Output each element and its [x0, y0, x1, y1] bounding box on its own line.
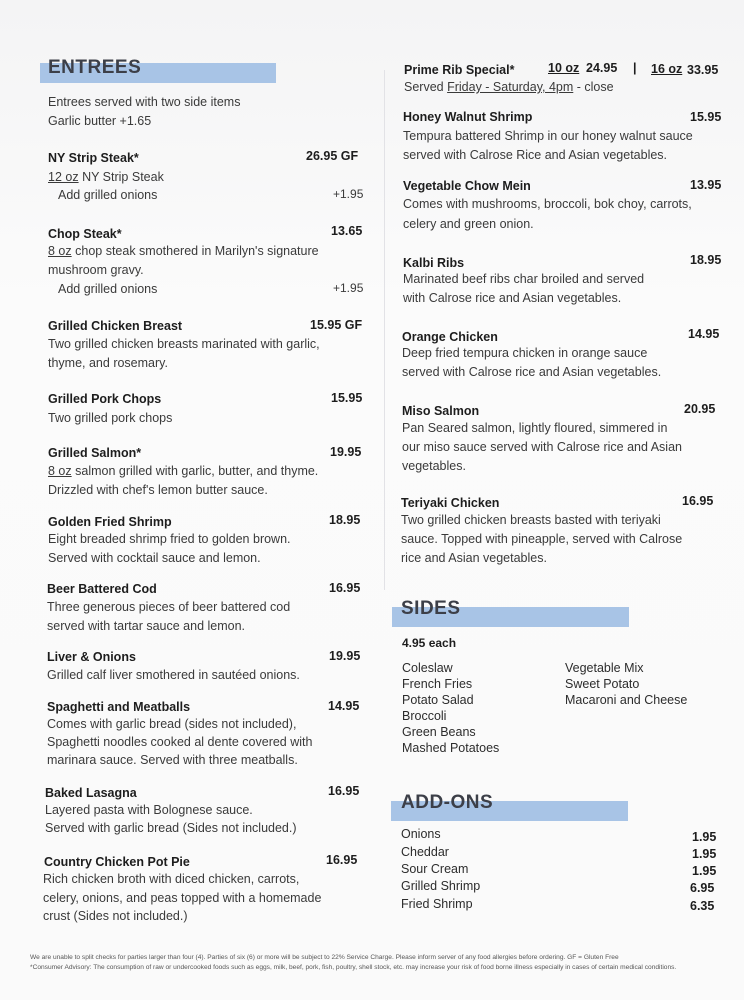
item-price: 13.95: [690, 178, 722, 192]
item-desc: Deep fried tempura chicken in orange sauce: [402, 346, 648, 360]
item-price: 18.95: [329, 513, 361, 527]
addon-price: 1.95: [692, 847, 717, 861]
item-desc: Rich chicken broth with diced chicken, carrots,: [43, 872, 300, 886]
item-name: Orange Chicken: [402, 330, 498, 344]
item-desc: Layered pasta with Bolognese sauce.: [45, 803, 253, 817]
side-item: Mashed Potatoes: [402, 741, 500, 755]
item-desc-2: mushroom gravy.: [48, 263, 144, 277]
addon-name: Sour Cream: [401, 862, 469, 876]
item-name: Grilled Salmon*: [48, 446, 142, 460]
item-price: 20.95: [684, 402, 716, 416]
item-name: Grilled Chicken Breast: [48, 319, 183, 333]
prime-rib-size-2: 16 oz: [651, 62, 683, 76]
item-name: Teriyaki Chicken: [401, 496, 500, 510]
item-desc-3: crust (Sides not included.): [43, 909, 188, 923]
item-desc-text: chop steak smothered in Marilyn's signature: [71, 244, 319, 258]
item-desc: [48, 168, 164, 187]
item-desc: Marinated beef ribs char broiled and served: [403, 272, 645, 286]
portion-size: 8 oz: [48, 244, 72, 258]
item-desc-2: Served with garlic bread (Sides not included.): [45, 821, 297, 835]
addon-price: 6.35: [690, 899, 715, 913]
item-name: Golden Fried Shrimp: [48, 515, 172, 529]
item-desc-2: served with tartar sauce and lemon.: [47, 619, 246, 633]
item-name: Grilled Pork Chops: [48, 392, 162, 406]
item-price: 16.95: [682, 494, 714, 508]
side-item: Macaroni and Cheese: [565, 693, 688, 707]
item-desc-2: celery and green onion.: [403, 217, 534, 231]
addon-price: 1.95: [692, 864, 717, 878]
item-desc-3: rice and Asian vegetables.: [401, 551, 547, 565]
served-label: Served: [404, 80, 448, 94]
item-price: 18.95: [690, 253, 722, 267]
item-name: Baked Lasagna: [45, 786, 137, 800]
side-item: Sweet Potato: [565, 677, 640, 691]
item-desc: [48, 462, 318, 481]
served-close: - close: [573, 80, 614, 94]
item-desc-2: Served with cocktail sauce and lemon.: [48, 551, 261, 565]
item-price: 15.95 GF: [310, 318, 363, 332]
addon-price: 1.95: [692, 830, 717, 844]
item-name: Miso Salmon: [402, 404, 480, 418]
item-price: 13.65: [331, 224, 363, 238]
item-name: Spaghetti and Meatballs: [47, 700, 191, 714]
served-days: Friday - Saturday, 4pm: [447, 80, 574, 94]
column-divider: [384, 70, 385, 590]
item-desc-text: salmon grilled with garlic, butter, and thyme.: [71, 464, 319, 478]
portion-size: 12 oz: [48, 170, 79, 184]
prime-rib-separator: |: [633, 61, 637, 75]
addon-name: Fried Shrimp: [401, 897, 473, 911]
item-price: 14.95: [328, 699, 360, 713]
item-price: 16.95: [328, 784, 360, 798]
item-price: 26.95 GF: [306, 149, 359, 163]
item-price: 14.95: [688, 327, 720, 341]
item-desc: Two grilled chicken breasts basted with teriyaki: [401, 513, 661, 527]
item-desc-2: with Calrose rice and Asian vegetables.: [403, 291, 622, 305]
item-price: 16.95: [329, 581, 361, 595]
item-name: Beer Battered Cod: [47, 582, 157, 596]
item-desc: Pan Seared salmon, lightly floured, simmered in: [402, 421, 668, 435]
item-extra-price: +1.95: [333, 187, 364, 201]
item-name: Vegetable Chow Mein: [403, 179, 531, 193]
portion-size: 8 oz: [48, 464, 72, 478]
sides-title: SIDES: [401, 598, 461, 619]
item-desc: Comes with garlic bread (sides not included),: [47, 717, 297, 731]
prime-rib-size-1: 10 oz: [548, 61, 580, 75]
prime-rib-price-2: 33.95: [687, 63, 719, 77]
entrees-intro-1: Entrees served with two side items: [48, 95, 241, 109]
item-desc-2: sauce. Topped with pineapple, served with Calrose: [401, 532, 683, 546]
item-desc: Two grilled chicken breasts marinated with garlic,: [48, 337, 320, 351]
item-desc-2: our miso sauce served with Calrose rice and Asian: [402, 440, 682, 454]
side-item: Green Beans: [402, 725, 476, 739]
item-desc-3: marinara sauce. Served with three meatballs.: [47, 753, 298, 767]
item-desc-3: vegetables.: [402, 459, 466, 473]
footer-line-2: *Consumer Advisory: The consumption of raw or undercooked foods such as eggs, milk, beef, pork, fish, poultry, shell stock, etc. may increase your risk of food borne illness especially in cases of certain medical conditions.: [30, 964, 677, 971]
item-name: Kalbi Ribs: [403, 256, 465, 270]
entrees-title: ENTREES: [48, 57, 142, 78]
item-desc: Comes with mushrooms, broccoli, bok choy, carrots,: [403, 197, 692, 211]
addon-name: Onions: [401, 827, 441, 841]
item-extra: Add grilled onions: [58, 282, 158, 296]
addon-name: Cheddar: [401, 845, 449, 859]
side-item: Potato Salad: [402, 693, 474, 707]
prime-rib-name: Prime Rib Special*: [404, 63, 515, 77]
addon-price: 6.95: [690, 881, 715, 895]
item-price: 15.95: [331, 391, 363, 405]
item-extra-price: +1.95: [333, 281, 364, 295]
item-desc: [48, 242, 319, 261]
item-name: Honey Walnut Shrimp: [403, 110, 533, 124]
addons-title: ADD-ONS: [401, 792, 494, 813]
side-item: Vegetable Mix: [565, 661, 644, 675]
sides-price-note: 4.95 each: [402, 636, 457, 650]
item-desc-2: Spaghetti noodles cooked al dente covered with: [47, 735, 313, 749]
item-desc-2: celery, onions, and peas topped with a homemade: [43, 891, 322, 905]
side-item: French Fries: [402, 677, 473, 691]
item-price: 15.95: [690, 110, 722, 124]
item-name: Chop Steak*: [48, 227, 122, 241]
item-desc: Two grilled pork chops: [48, 411, 173, 425]
item-name: NY Strip Steak*: [48, 151, 139, 165]
side-item: Broccoli: [402, 709, 447, 723]
item-desc-2: Drizzled with chef's lemon butter sauce.: [48, 483, 268, 497]
footer-notice: [30, 953, 720, 973]
item-price: 19.95: [330, 445, 362, 459]
item-desc: Grilled calf liver smothered in sautéed onions.: [47, 668, 300, 682]
item-desc: Eight breaded shrimp fried to golden brown.: [48, 532, 291, 546]
item-desc-2: served with Calrose Rice and Asian vegetables.: [403, 148, 668, 162]
item-price: 16.95: [326, 853, 358, 867]
prime-rib-served: [404, 78, 614, 97]
footer-line-1: We are unable to split checks for parties larger than four (4). Parties of six (6) or more will be subject to 22% Service Charge. Please inform server of any food allergies before ordering. GF = Gluten Free: [30, 954, 619, 961]
item-name: Country Chicken Pot Pie: [44, 855, 190, 869]
prime-rib-price-1: 24.95: [586, 61, 618, 75]
item-name: Liver & Onions: [47, 650, 136, 664]
entrees-intro-2: Garlic butter +1.65: [48, 114, 152, 128]
item-desc-2: served with Calrose rice and Asian vegetables.: [402, 365, 662, 379]
item-price: 19.95: [329, 649, 361, 663]
item-extra: Add grilled onions: [58, 188, 158, 202]
item-desc: Three generous pieces of beer battered cod: [47, 600, 291, 614]
item-desc: Tempura battered Shrimp in our honey walnut sauce: [403, 129, 693, 143]
addon-name: Grilled Shrimp: [401, 879, 481, 893]
side-item: Coleslaw: [402, 661, 453, 675]
item-desc-2: thyme, and rosemary.: [48, 356, 168, 370]
item-desc-text: NY Strip Steak: [78, 170, 164, 184]
